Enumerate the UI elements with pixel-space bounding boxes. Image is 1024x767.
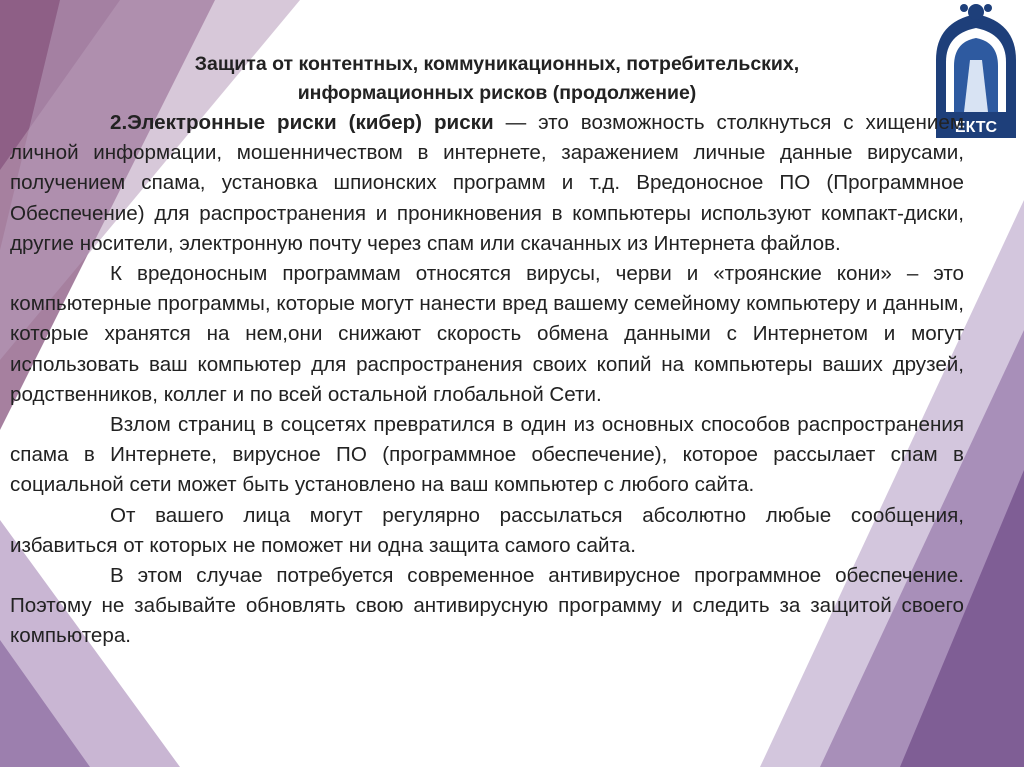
paragraph-5-text: В этом случае потребуется современное антивирусное программное обеспечение. Поэтому не забывайте обновлять свою антивирусную программу и следить за защитой своего компьютера. (10, 564, 964, 648)
slide-title (10, 50, 964, 108)
title-line-2: информационных рисков (продолжение) (297, 82, 697, 104)
paragraph-4 (10, 501, 964, 561)
paragraph-1 (10, 108, 964, 259)
paragraph-2 (10, 259, 964, 410)
paragraph-3-text: Взлом страниц в соцсетях превратился в один из основных способов распространения спама в Интернете, вирусное ПО (программное обеспечение), которое рассылает спам в социальной сети может быть установлено на ваш компьютер с любого сайта. (10, 413, 964, 497)
slide-content (10, 50, 964, 652)
paragraph-1-text: — это возможность столкнуться с хищением личной информации, мошенничеством в интернете, заражением личные данные вирусами, получением спама, установка шпионских программ и т.д. Вредоносное ПО (Программное Обеспечение) для распространения и проникновения в компьютеры используют компакт-диски, другие носители, электронную почту через спам или скачанных из Интернета файлов. (10, 111, 964, 255)
paragraph-5 (10, 561, 964, 652)
logo-text: ЕКТС (954, 119, 998, 136)
paragraph-4-text: От вашего лица могут регулярно рассылаться абсолютно любые сообщения, избавиться от которых не поможет ни одна защита самого сайта. (10, 503, 964, 557)
title-line-1: Защита от контентных, коммуникационных, потребительских, (194, 53, 800, 75)
paragraph-3 (10, 410, 964, 501)
paragraph-1-lead: 2.Электронные риски (кибер) риски (110, 111, 494, 134)
paragraph-2-text: К вредоносным программам относятся вирусы, черви и «троянские кони» – это компьютерные программы, которые могут нанести вред вашему семейному компьютеру и данным, которые хранятся на нем,они снижают скорость обмена данными с Интернетом и могут использовать ваш компьютер для распространения своих копий на компьютеры ваших друзей, родственников, коллег и по всей остальной глобальной Сети. (10, 262, 964, 406)
